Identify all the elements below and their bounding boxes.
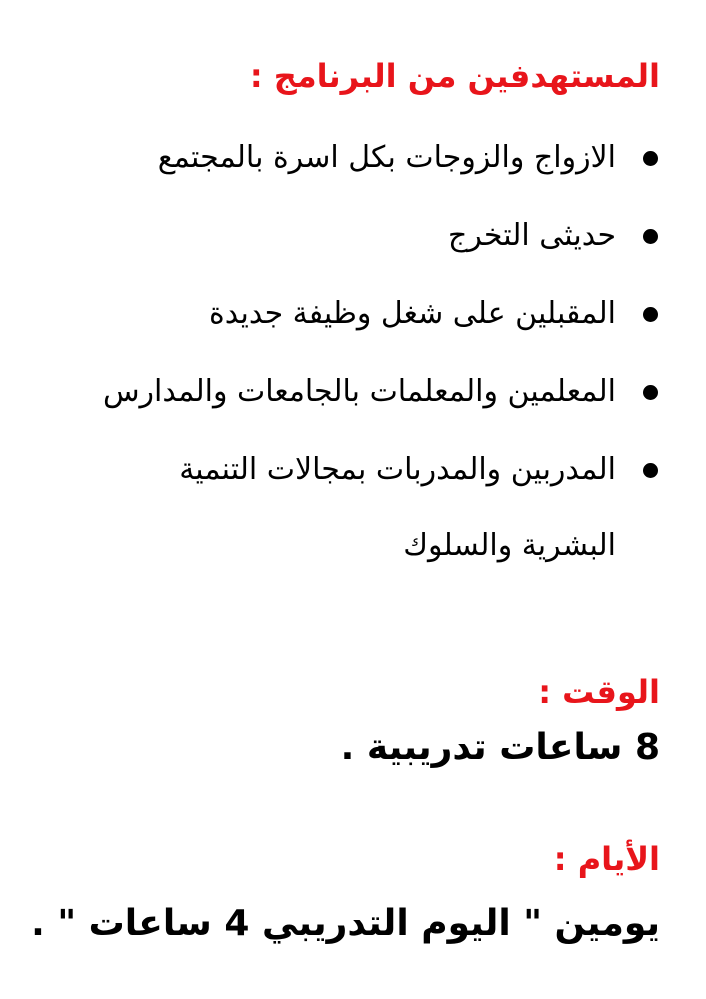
- list-item-text: الازواج والزوجات بكل اسرة بالمجتمع: [157, 140, 616, 175]
- list-item: [166, 432, 660, 584]
- list-item-text: حديثى التخرج: [447, 218, 616, 253]
- list-item: [40, 216, 660, 256]
- target-audience-list: [40, 138, 660, 622]
- bullet-icon: [643, 307, 658, 322]
- list-item: [40, 372, 660, 412]
- bullet-icon: [643, 151, 658, 166]
- time-heading: الوقت :: [538, 673, 660, 711]
- days-heading: الأيام :: [553, 840, 660, 878]
- list-item: [40, 294, 660, 334]
- target-audience-heading: المستهدفين من البرنامج :: [249, 57, 660, 95]
- bullet-icon: [643, 229, 658, 244]
- days-value: يومين " اليوم التدريبي 4 ساعات " .: [31, 903, 660, 944]
- list-item-text: المعلمين والمعلمات بالجامعات والمدارس: [102, 374, 616, 409]
- list-item-text: المدربين والمدربات بمجالات التنمية البشرية والسلوك: [179, 452, 616, 563]
- list-item: [40, 138, 660, 178]
- time-value: 8 ساعات تدريبية .: [340, 727, 660, 768]
- list-item-text: المقبلين على شغل وظيفة جديدة: [209, 296, 616, 331]
- bullet-icon: [643, 385, 658, 400]
- bullet-icon: [643, 463, 658, 478]
